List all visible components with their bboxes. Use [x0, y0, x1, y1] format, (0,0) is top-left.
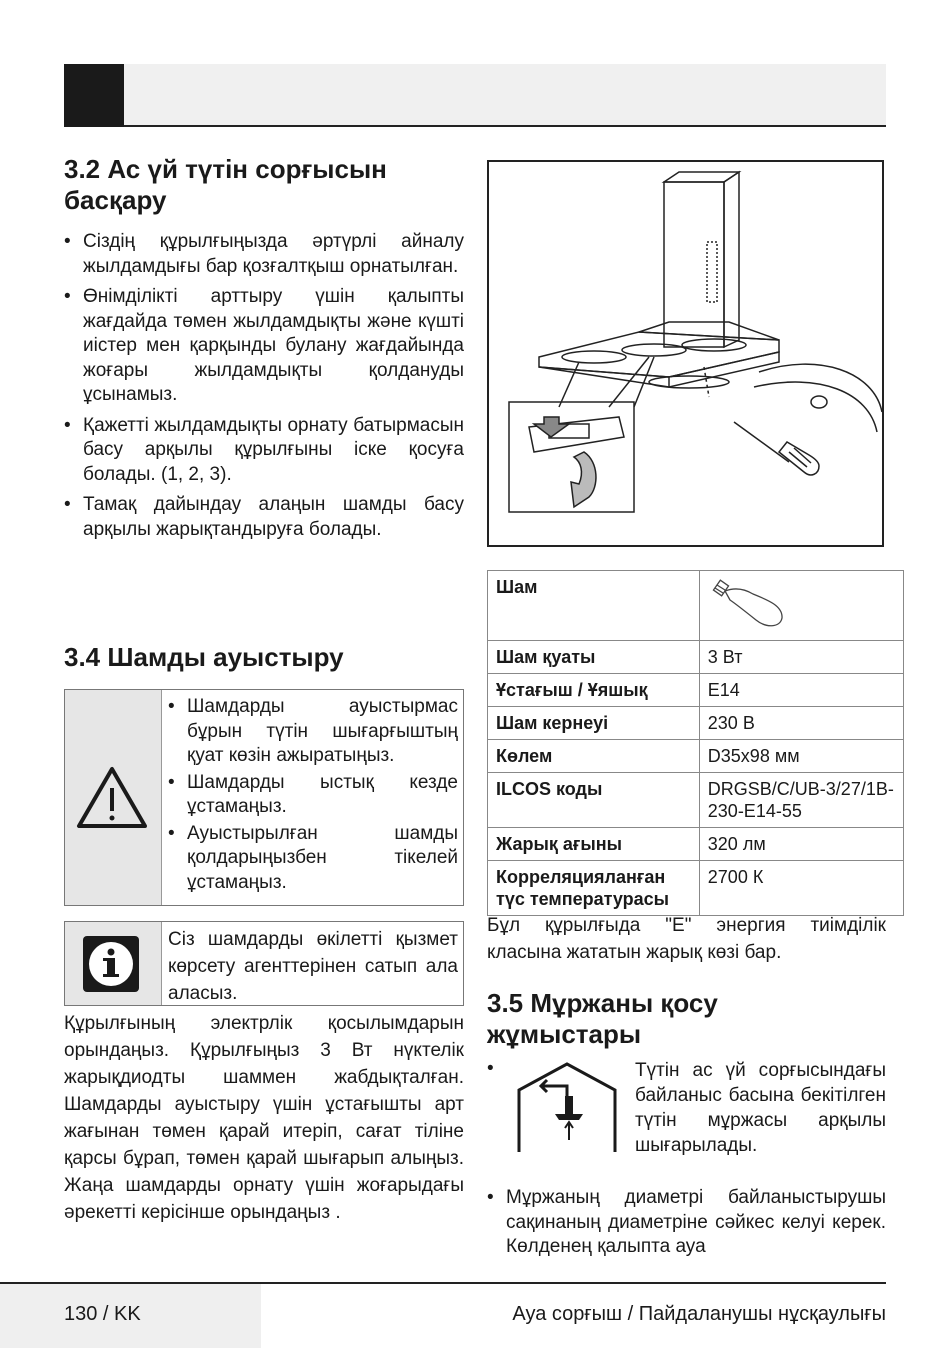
- section-3-2-title: 3.2 Ас үй түтін сорғысын басқару: [64, 154, 387, 215]
- document-title: Ауа сорғыш / Пайдаланушы нұсқаулығы: [512, 1303, 886, 1325]
- footer-divider: [0, 1282, 886, 1284]
- list-item: • Тамақ дайындау алаңын шамды басу арқылы жарықтандыруға болады.: [64, 493, 464, 542]
- list-item: • Қажетті жылдамдықты орнату батырмасын басу арқылы құрылғыны іске қосуға болады. (1, 2, 3).: [64, 414, 464, 488]
- table-row: [488, 740, 904, 773]
- section-3-2: [64, 150, 464, 548]
- section-3-5-title: 3.5 Мұржаны қосу жұмыстары: [487, 988, 718, 1049]
- list-item: • Өнімділікті арттыру үшін қалыпты жағдайда төмен жылдамдықты және күшті иістер мен қарқынды булану жағдайында жоғары жылдамдықты қолдануды ұсынамыз.: [64, 285, 464, 408]
- table-row: [488, 571, 904, 641]
- table-value: 320 лм: [699, 828, 903, 861]
- table-key: Ұстағыш / Ұяшық: [488, 674, 700, 707]
- table-row: [488, 674, 904, 707]
- table-value: E14: [699, 674, 903, 707]
- warning-box: [64, 689, 464, 906]
- spec-table: [487, 570, 904, 916]
- table-key: ILCOS коды: [488, 773, 700, 828]
- page-number: 130 / KK: [64, 1303, 141, 1325]
- duct-house-icon: [507, 1062, 619, 1154]
- section-3-4-paragraph: Құрылғының электрлік қосылымдарын орындаңыз. Құрылғыңыз 3 Вт нүктелік жарықдиодты шаммен жабдықталған. Шамдарды ауыстыру үшін ұстағышты арт жағынан төмен қарай итеріп, сағат тіліне қарсы бұрап, төмен қарай шығарып алыңыз. Жаңа шамдарды орнату үшін жоғарыдағы әрекетті керісінше орындаңыз .: [64, 1013, 464, 1223]
- hood-illustration: [487, 160, 884, 547]
- table-key: Шам қуаты: [488, 641, 700, 674]
- bullet-marker: •: [487, 1058, 494, 1079]
- table-value: 230 В: [699, 707, 903, 740]
- warning-icon-cell: [65, 690, 162, 905]
- table-row: [488, 861, 904, 916]
- table-row: [488, 773, 904, 828]
- info-icon: [65, 922, 162, 1005]
- info-box: [64, 921, 464, 1006]
- header-block: [64, 64, 124, 127]
- table-row: [488, 828, 904, 861]
- list-item: • Мұржаның диаметрі байланыстырушы сақинаның диаметріне сәйкес келуі керек. Көлденең қалыпта ауа: [487, 1186, 886, 1260]
- warning-item: • Ауыстырылған шамды қолдарыңызбен тікелей ұстамаңыз.: [168, 822, 458, 896]
- info-text: Сіз шамдарды өкілетті қызмет көрсету агенттерінен сатып ала аласыз.: [168, 929, 458, 1004]
- table-value: D35x98 мм: [699, 740, 903, 773]
- bulb-cell: [699, 571, 903, 641]
- table-key: Көлем: [488, 740, 700, 773]
- table-value: 3 Вт: [699, 641, 903, 674]
- section-3-4-title: 3.4 Шамды ауыстыру: [64, 642, 344, 672]
- list-item: • Сіздің құрылғыңызда әртүрлі айналу жылдамдығы бар қозғалтқыш орнатылған.: [64, 230, 464, 279]
- list-item: Түтін ас үй сорғысындағы байланыс басына бекітілген түтін мұржасы арқылы шығарылады.: [635, 1060, 886, 1156]
- warning-item: • Шамдарды ыстық кезде ұстамаңыз.: [168, 771, 458, 820]
- section-3-2-bullets: [64, 230, 464, 542]
- bulb-icon: [708, 576, 798, 630]
- table-key: Корреляцияланған түс температурасы: [488, 861, 700, 916]
- energy-note: Бұл құрылғыда "E" энергия тиімділік класына жататын жарық көзі бар.: [487, 915, 886, 963]
- table-value: 2700 К: [699, 861, 903, 916]
- header-bar: [64, 64, 886, 127]
- table-row: [488, 641, 904, 674]
- table-key: Шам кернеуі: [488, 707, 700, 740]
- warning-icon: [65, 690, 162, 905]
- table-key: Жарық ағыны: [488, 828, 700, 861]
- table-key: Шам: [488, 571, 700, 641]
- warning-item: • Шамдарды ауыстырмас бұрын түтін шығарғыштың қуат көзін ажыратыңыз.: [168, 695, 458, 769]
- table-value: DRGSB/C/UB-3/27/1B-230-E14-55: [699, 773, 903, 828]
- info-icon-cell: [65, 922, 162, 1005]
- table-row: [488, 707, 904, 740]
- hood-diagram-icon: [489, 162, 882, 545]
